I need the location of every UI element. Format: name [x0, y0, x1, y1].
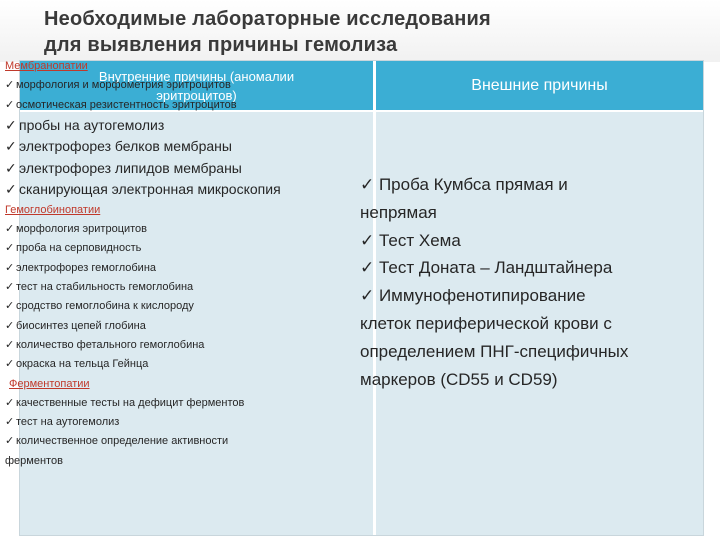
external-line: маркеров (CD55 и CD59): [360, 369, 558, 389]
list-item: ✓ осмотическая резистентность эритроцитов: [5, 96, 353, 115]
header-internal-causes-line-1: Внутренние причины (аномалии: [98, 68, 295, 84]
page-title-line-1: Необходимые лабораторные исследования: [44, 8, 491, 30]
header-external-causes-label: Внешние причины: [471, 76, 608, 94]
check-icon: ✓: [5, 242, 15, 255]
list-item: ✓ проба на серповидность: [5, 239, 353, 258]
check-icon: ✓: [5, 396, 15, 409]
internal-causes-list: [5, 57, 353, 471]
external-line: ✓ Тест Хема: [360, 230, 461, 250]
list-item: ✓ морфология и морфометрия эритроцитов: [5, 76, 353, 95]
check-icon: ✓: [5, 338, 15, 351]
check-icon: ✓: [5, 159, 17, 176]
external-line: определением ПНГ-специфичных: [360, 341, 629, 361]
category-membranopathies: Мембранопатии: [5, 60, 88, 72]
list-item: ✓ качественные тесты на дефицит ферментов: [5, 394, 353, 413]
check-icon: ✓: [5, 416, 15, 429]
list-item: ✓ тест на аутогемолиз: [5, 413, 353, 432]
external-line: ✓ Проба Кумбса прямая и: [360, 175, 568, 194]
check-icon: ✓: [5, 300, 15, 313]
list-item: ✓ пробы на аутогемолиз: [5, 115, 353, 137]
category-enzymopathies: Ферментопатии: [9, 377, 90, 390]
list-item: ✓ сродство гемоглобина к кислороду: [5, 297, 353, 316]
list-item: ✓ морфология эритроцитов: [5, 220, 353, 239]
list-item: ✓ электрофорез белков мембраны: [5, 136, 353, 158]
check-icon: ✓: [5, 223, 15, 236]
check-icon: ✓: [5, 181, 17, 198]
check-icon: ✓: [5, 261, 15, 274]
header-internal-causes-line-2: эритроцитов): [156, 87, 237, 103]
external-line: непрямая: [360, 202, 437, 222]
list-item: ✓ количество фетального гемоглобина: [5, 336, 353, 355]
check-icon: ✓: [5, 138, 17, 155]
check-icon: ✓: [5, 319, 15, 332]
external-line: клеток периферической крови с: [360, 313, 612, 333]
check-icon: ✓: [5, 435, 15, 448]
list-item: ✓ количественное определение активности: [5, 432, 353, 451]
page-title-line-2: для выявления причины гемолиза: [44, 34, 398, 56]
header-external-causes: [376, 61, 703, 110]
check-icon: ✓: [5, 281, 15, 294]
check-icon: ✓: [5, 79, 15, 92]
check-icon: ✓: [5, 358, 15, 371]
page-title: [44, 6, 704, 58]
list-item: ✓ электрофорез гемоглобина: [5, 259, 353, 278]
external-line: ✓ Иммунофенотипирование: [360, 286, 586, 306]
check-icon: ✓: [5, 116, 17, 133]
list-item: ✓ тест на стабильность гемоглобина: [5, 278, 353, 297]
list-item: ✓ биосинтез цепей глобина: [5, 317, 353, 336]
list-item: ✓ электрофорез липидов мембраны: [5, 158, 353, 180]
check-icon: ✓: [5, 98, 15, 111]
list-item-continuation: ферментов: [5, 454, 63, 467]
external-line: ✓ Тест Доната – Ландштайнера: [360, 258, 613, 278]
list-item: ✓ окраска на тельца Гейнца: [5, 355, 353, 374]
list-item: ✓ сканирующая электронная микроскопия: [5, 179, 353, 201]
category-hemoglobinopathies: Гемоглобинопатии: [5, 203, 101, 216]
external-causes-list: [360, 171, 685, 393]
